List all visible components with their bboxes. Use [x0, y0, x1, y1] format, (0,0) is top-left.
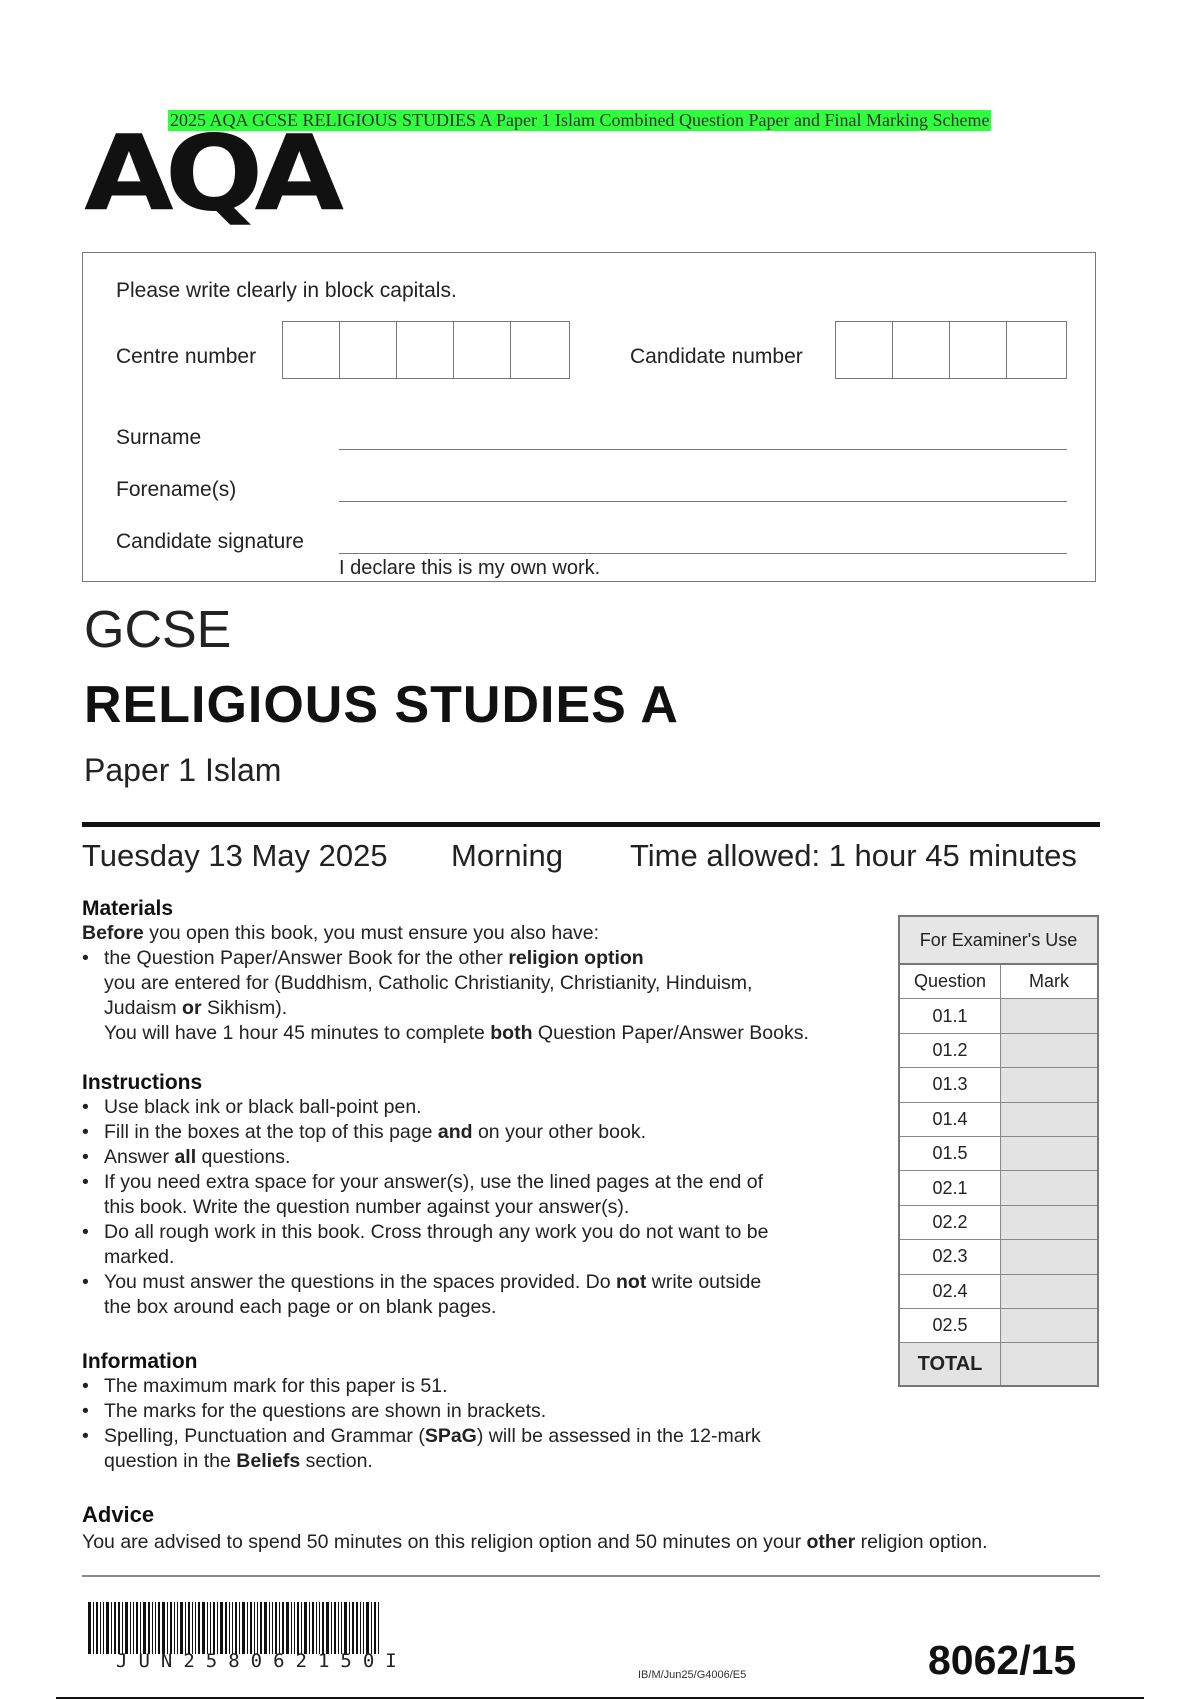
barcode-bar [264, 1602, 267, 1654]
subject-title: RELIGIOUS STUDIES A [84, 676, 679, 734]
examiner-table-title: For Examiner's Use [900, 917, 1097, 965]
barcode-bar [133, 1602, 134, 1654]
barcode-bar [363, 1602, 364, 1654]
question-number: 02.5 [900, 1309, 1001, 1342]
barcode-bar [122, 1602, 123, 1654]
barcode-bar [338, 1602, 339, 1654]
question-number: 01.1 [900, 999, 1001, 1032]
barcode-bar [286, 1602, 289, 1654]
centre-number-boxes[interactable] [282, 321, 570, 379]
page-bottom-rule [56, 1697, 1144, 1699]
information-heading: Information [82, 1350, 198, 1373]
question-number: 02.3 [900, 1240, 1001, 1273]
mark-cell [1001, 1068, 1097, 1101]
signature-field[interactable] [339, 553, 1067, 554]
barcode-bar [158, 1602, 160, 1654]
barcode-bar [366, 1602, 369, 1654]
barcode-bar [356, 1602, 358, 1654]
question-number: 01.4 [900, 1103, 1001, 1136]
barcode-bar [254, 1602, 255, 1654]
block-capitals-instruction: Please write clearly in block capitals. [116, 279, 457, 302]
barcode-bar [319, 1602, 320, 1654]
barcode-bar [130, 1602, 131, 1654]
barcode-bar [371, 1602, 372, 1654]
barcode-bar [185, 1602, 186, 1654]
examiner-table-row [900, 1309, 1097, 1343]
candidate-number-label: Candidate number [630, 345, 803, 368]
document-reference: IB/M/Jun25/G4006/E5 [638, 1669, 747, 1681]
centre-number-label: Centre number [116, 345, 257, 368]
barcode-bar [322, 1602, 324, 1654]
barcode-bar [282, 1602, 284, 1654]
barcode-bar [167, 1602, 168, 1654]
surname-field[interactable] [339, 449, 1067, 450]
barcode-bar [140, 1602, 141, 1654]
barcode-bar [247, 1602, 248, 1654]
barcode-bar [114, 1602, 116, 1654]
instructions-heading: Instructions [82, 1071, 203, 1094]
materials-heading: Materials [82, 897, 174, 920]
barcode-bar [326, 1602, 329, 1654]
barcode-bar [174, 1602, 175, 1654]
examiner-table-header [900, 965, 1097, 999]
barcode-bar [275, 1602, 277, 1654]
mark-cell [1001, 1275, 1097, 1308]
barcode-bar [229, 1602, 230, 1654]
barcode-bar [334, 1602, 336, 1654]
forename-label: Forename(s) [116, 478, 237, 501]
examiner-table-row [900, 1068, 1097, 1102]
barcode-bar [220, 1602, 223, 1654]
exam-date: Tuesday 13 May 2025 [82, 838, 388, 873]
barcode-bar [93, 1602, 94, 1654]
materials-section [82, 897, 882, 1046]
barcode-bar [239, 1602, 240, 1654]
advice-heading: Advice [82, 1502, 155, 1527]
examiner-table-row [900, 1137, 1097, 1171]
exam-session: Morning [451, 838, 563, 873]
question-number: 01.2 [900, 1034, 1001, 1067]
barcode-bar [195, 1602, 196, 1654]
question-number: 02.2 [900, 1206, 1001, 1239]
information-item: • Spelling, Punctuation and Grammar (SPaG) will be assessed in the 12-mark question in the Beliefs section. [82, 1424, 882, 1474]
total-mark-cell [1001, 1343, 1097, 1385]
question-column-header: Question [900, 965, 1001, 998]
barcode-bar [291, 1602, 292, 1654]
barcode-bar [312, 1602, 314, 1654]
paper-title: Paper 1 Islam [84, 752, 282, 788]
barcode-bar [125, 1602, 128, 1654]
signature-label: Candidate signature [116, 530, 304, 553]
barcode-bar [100, 1602, 101, 1654]
barcode-bar [162, 1602, 165, 1654]
barcode-bar [352, 1602, 354, 1654]
barcode-bar [136, 1602, 138, 1654]
barcode-bar [155, 1602, 156, 1654]
instruction-item: • If you need extra space for your answer(s), use the lined pages at the end of this book. Write the question number against your answer(s). [82, 1170, 882, 1220]
barcode-bar [232, 1602, 233, 1654]
materials-item: • the Question Paper/Answer Book for the other religion option you are entered for (Buddhism, Catholic Christianity, Christianity, Hinduism, Judaism or Sikhism). [82, 946, 882, 1021]
barcode-bar [118, 1602, 120, 1654]
barcode-bar [279, 1602, 280, 1654]
barcode-bar [349, 1602, 350, 1654]
barcode-bar [374, 1602, 376, 1654]
qualification-level: GCSE [84, 601, 232, 659]
instruction-item: • Answer all questions. [82, 1145, 882, 1170]
barcode-bar [235, 1602, 237, 1654]
barcode-bar [301, 1602, 302, 1654]
barcode-bar [106, 1602, 109, 1654]
barcode-bar [257, 1602, 258, 1654]
mark-cell [1001, 1034, 1097, 1067]
mark-cell [1001, 1171, 1097, 1204]
barcode-bar [309, 1602, 310, 1654]
barcode-bar [198, 1602, 200, 1654]
materials-intro: Before you open this book, you must ensure you also have: [82, 922, 600, 944]
mark-cell [1001, 1309, 1097, 1342]
barcode-bar [378, 1602, 379, 1654]
candidate-number-boxes[interactable] [835, 321, 1067, 379]
barcode-bar [111, 1602, 112, 1654]
title-divider [82, 822, 1100, 827]
advice-divider [82, 1575, 1100, 1577]
instruction-item: • You must answer the questions in the spaces provided. Do not write outside the box around each page or on blank pages. [82, 1270, 882, 1320]
instruction-item: • Fill in the boxes at the top of this page and on your other book. [82, 1120, 882, 1145]
barcode-bar [250, 1602, 252, 1654]
barcode-bar [152, 1602, 153, 1654]
examiner-table-row [900, 1275, 1097, 1309]
examiner-table-row [900, 1171, 1097, 1205]
paper-code: 8062/15 [928, 1637, 1077, 1683]
examiner-table-row [900, 1206, 1097, 1240]
mark-cell [1001, 1103, 1097, 1136]
mark-column-header: Mark [1001, 965, 1097, 998]
barcode-number: JUN258062150I [116, 1650, 408, 1672]
surname-label: Surname [116, 426, 202, 449]
barcode-bar [210, 1602, 211, 1654]
barcode-bar [213, 1602, 215, 1654]
barcode-bar [225, 1602, 227, 1654]
barcode-bar [260, 1602, 262, 1654]
candidate-details-box [82, 252, 1096, 582]
advice-section [82, 1502, 1102, 1555]
mark-cell [1001, 1137, 1097, 1170]
instruction-item: • Do all rough work in this book. Cross through any work you do not want to be marked. [82, 1220, 882, 1270]
barcode-bar [217, 1602, 218, 1654]
materials-time: You will have 1 hour 45 minutes to complete both Question Paper/Answer Books. [104, 1022, 809, 1044]
barcode-bar [272, 1602, 273, 1654]
instructions-section [82, 1071, 882, 1320]
barcode-bar [207, 1602, 208, 1654]
barcode-bar [177, 1602, 178, 1654]
examiner-use-table [898, 915, 1099, 1387]
question-number: 01.3 [900, 1068, 1001, 1101]
barcode-bar [103, 1602, 104, 1654]
barcode-bar [96, 1602, 98, 1654]
barcode-bar [344, 1602, 347, 1654]
barcode-bar [148, 1602, 150, 1654]
barcode-bar [143, 1602, 146, 1654]
barcode-bar [180, 1602, 183, 1654]
total-label: TOTAL [900, 1343, 1001, 1385]
barcode-bar [294, 1602, 295, 1654]
examiner-table-row [900, 999, 1097, 1033]
barcode-bar [88, 1602, 91, 1654]
mark-cell [1001, 1240, 1097, 1273]
mark-cell [1001, 1206, 1097, 1239]
advice-text: You are advised to spend 50 minutes on this religion option and 50 minutes on your other religion option. [82, 1531, 988, 1553]
barcode-bar [341, 1602, 342, 1654]
information-item: • The marks for the questions are shown in brackets. [82, 1399, 882, 1424]
barcode-bar [269, 1602, 270, 1654]
barcode-bar [188, 1602, 190, 1654]
examiner-table-row [900, 1240, 1097, 1274]
barcode-bar [360, 1602, 361, 1654]
instruction-item: • Use black ink or black ball-point pen. [82, 1095, 882, 1120]
barcode [88, 1602, 496, 1654]
barcode-bar [242, 1602, 245, 1654]
barcode-bar [170, 1602, 172, 1654]
question-number: 02.1 [900, 1171, 1001, 1204]
examiner-table-row [900, 1034, 1097, 1068]
total-row [900, 1343, 1097, 1385]
barcode-bar [316, 1602, 317, 1654]
examiner-table-row [900, 1103, 1097, 1137]
aqa-logo: AQA [84, 113, 336, 235]
document-banner: 2025 AQA GCSE RELIGIOUS STUDIES A Paper 1 Islam Combined Question Paper and Final Marking Scheme [170, 110, 990, 130]
barcode-bar [297, 1602, 299, 1654]
barcode-bar [331, 1602, 332, 1654]
barcode-bar [202, 1602, 205, 1654]
forename-field[interactable] [339, 501, 1067, 502]
question-number: 01.5 [900, 1137, 1001, 1170]
information-item: • The maximum mark for this paper is 51. [82, 1374, 882, 1399]
barcode-bar [304, 1602, 307, 1654]
declaration-text: I declare this is my own work. [339, 557, 601, 579]
question-number: 02.4 [900, 1275, 1001, 1308]
barcode-bar [192, 1602, 193, 1654]
time-allowed: Time allowed: 1 hour 45 minutes [630, 838, 1077, 873]
information-section [82, 1350, 882, 1474]
mark-cell [1001, 999, 1097, 1032]
